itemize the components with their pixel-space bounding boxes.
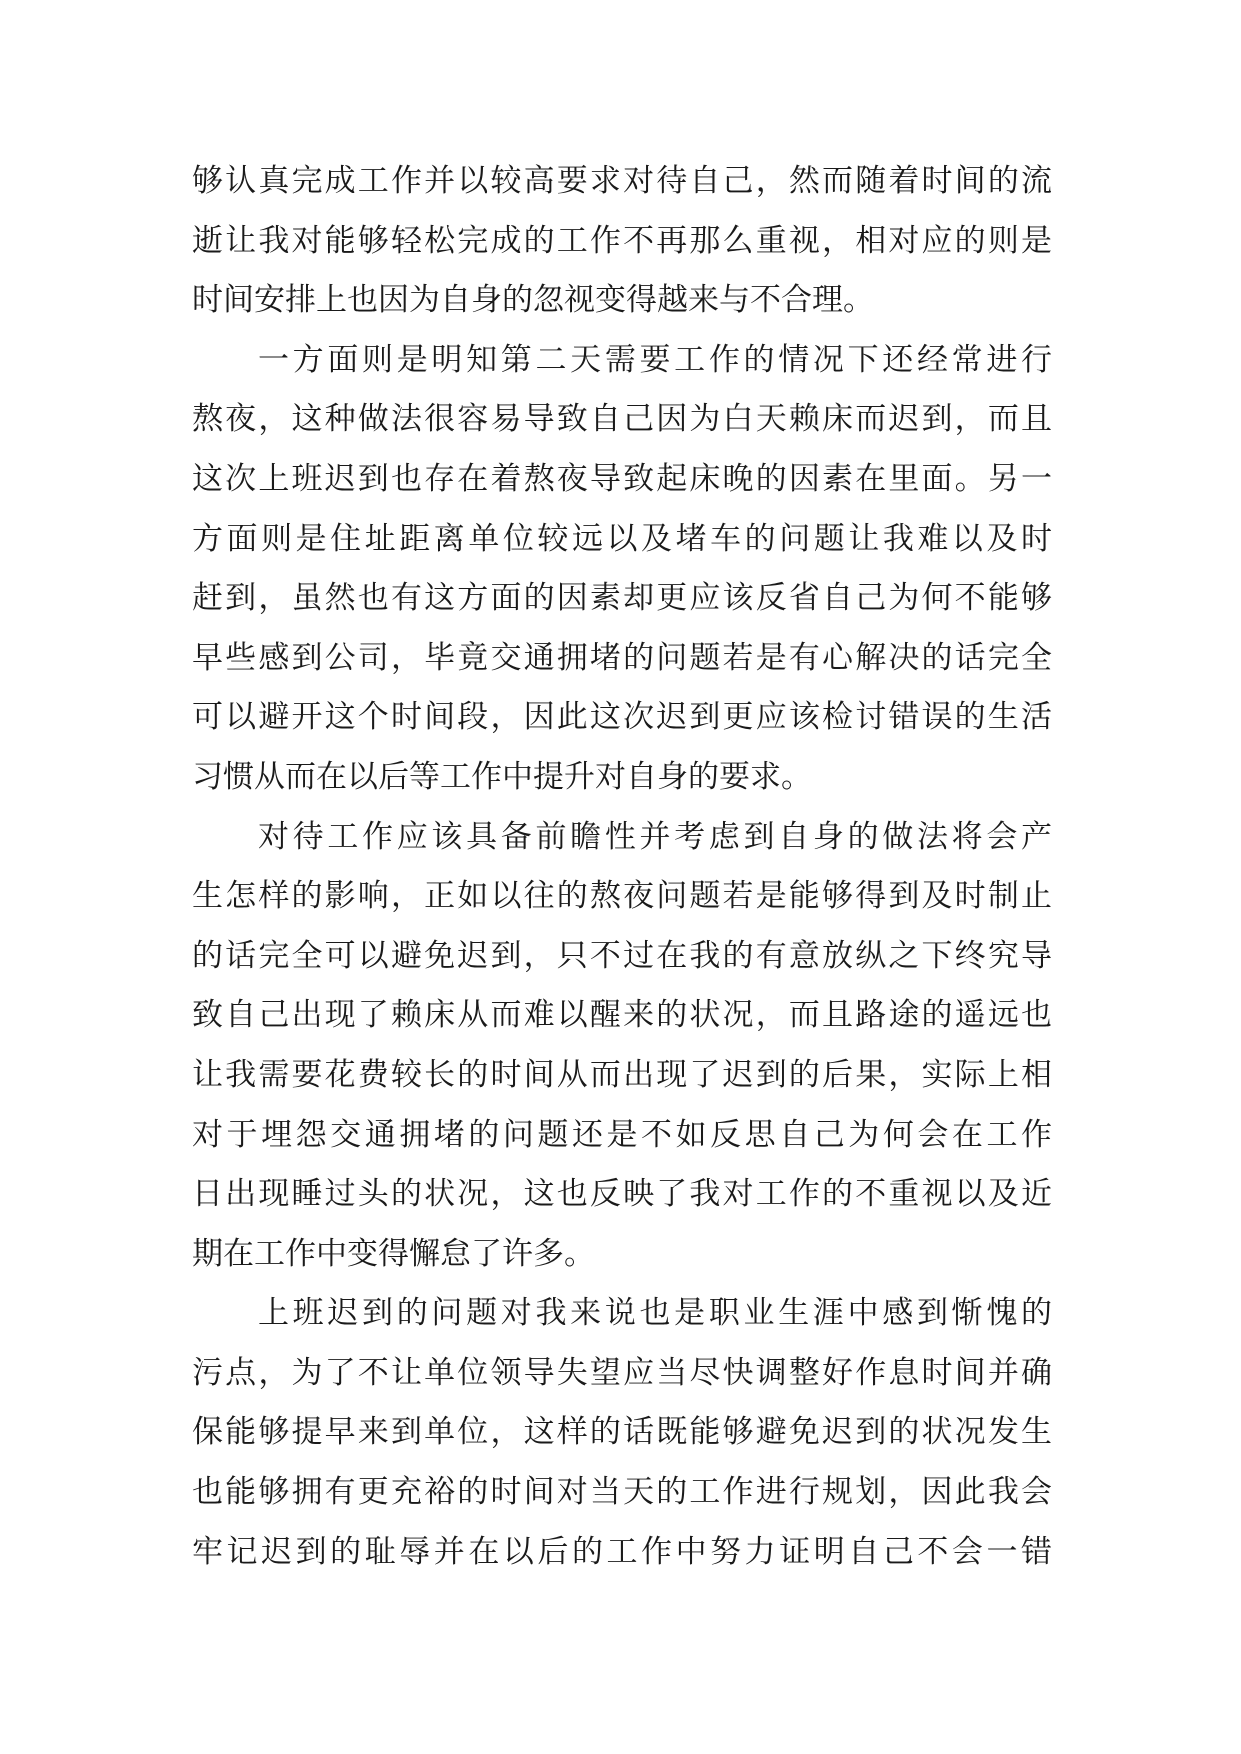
text-line: 逝让我对能够轻松完成的工作不再那么重视，相对应的则是 — [192, 222, 1052, 259]
text-line: 保能够提早来到单位，这样的话既能够避免迟到的状况发生 — [192, 1414, 1052, 1451]
document-body — [192, 152, 1052, 1582]
text-line: 也能够拥有更充裕的时间对当天的工作进行规划，因此我会 — [192, 1474, 1052, 1511]
text-line: 污点，为了不让单位领导失望应当尽快调整好作息时间并确 — [192, 1354, 1052, 1391]
paragraph-first-line: 一方面则是明知第二天需要工作的情况下还经常进行 — [258, 341, 1052, 378]
text-line: 习惯从而在以后等工作中提升对自身的要求。 — [192, 758, 812, 795]
text-line: 日出现睡过头的状况，这也反映了我对工作的不重视以及近 — [192, 1176, 1052, 1213]
text-line: 期在工作中变得懈怠了许多。 — [192, 1235, 595, 1272]
text-line: 牢记迟到的耻辱并在以后的工作中努力证明自己不会一错 — [192, 1533, 1052, 1570]
text-line: 这次上班迟到也存在着熬夜导致起床晚的因素在里面。另一 — [192, 460, 1052, 497]
text-line: 方面则是住址距离单位较远以及堵车的问题让我难以及时 — [192, 520, 1052, 557]
paragraph-first-line: 对待工作应该具备前瞻性并考虑到自身的做法将会产 — [258, 818, 1052, 855]
text-line: 的话完全可以避免迟到，只不过在我的有意放纵之下终究导 — [192, 937, 1052, 974]
paragraph-first-line: 上班迟到的问题对我来说也是职业生涯中感到惭愧的 — [258, 1295, 1052, 1332]
text-line: 熬夜，这种做法很容易导致自己因为白天赖床而迟到，而且 — [192, 401, 1052, 438]
text-line: 对于埋怨交通拥堵的问题还是不如反思自己为何会在工作 — [192, 1116, 1052, 1153]
text-line: 致自己出现了赖床从而难以醒来的状况，而且路途的遥远也 — [192, 997, 1052, 1034]
text-line: 生怎样的影响，正如以往的熬夜问题若是能够得到及时制止 — [192, 878, 1052, 915]
text-line: 赶到，虽然也有这方面的因素却更应该反省自己为何不能够 — [192, 580, 1052, 617]
text-line: 可以避开这个时间段，因此这次迟到更应该检讨错误的生活 — [192, 699, 1052, 736]
text-line: 早些感到公司，毕竟交通拥堵的问题若是有心解决的话完全 — [192, 639, 1052, 676]
text-line: 时间安排上也因为自身的忽视变得越来与不合理。 — [192, 282, 874, 319]
text-line: 够认真完成工作并以较高要求对待自己，然而随着时间的流 — [192, 163, 1052, 199]
text-line: 让我需要花费较长的时间从而出现了迟到的后果，实际上相 — [192, 1056, 1052, 1093]
